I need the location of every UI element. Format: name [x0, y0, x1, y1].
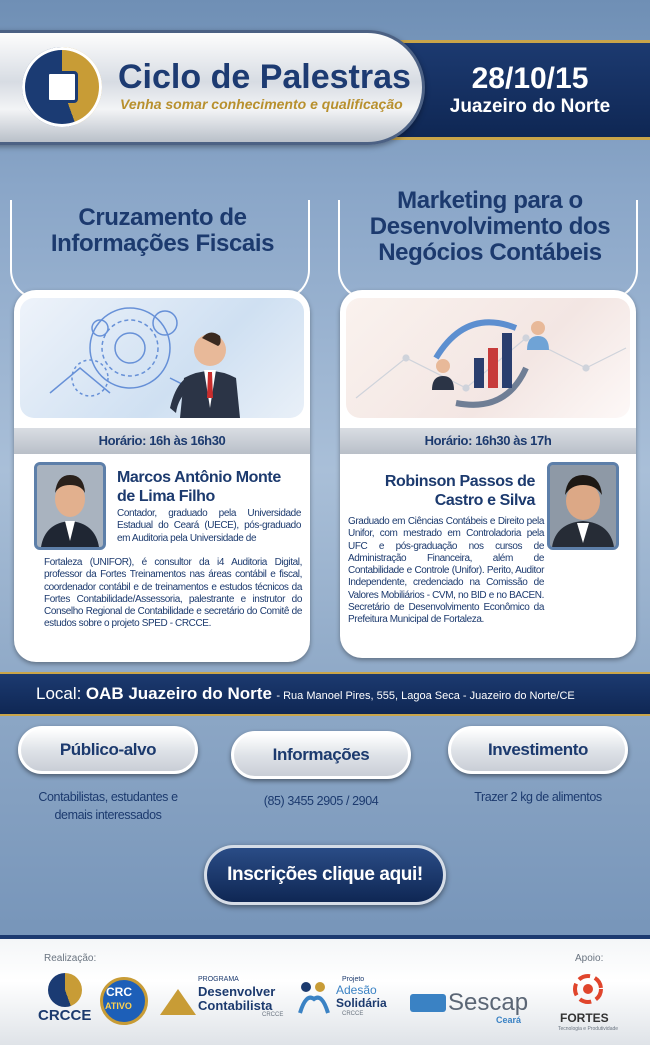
talk-1-time: Horário: 16h às 16h30: [14, 428, 310, 454]
location-name: OAB Juazeiro do Norte: [85, 684, 272, 703]
contact-pill: Informações: [231, 731, 411, 779]
location-bar: [0, 672, 650, 716]
talk-2-title-line: Desenvolvimento dos: [369, 213, 611, 240]
sescap-text: Sescap: [448, 989, 529, 1016]
sescap-logo-icon: [410, 994, 446, 1012]
crcce-logo-icon: [22, 47, 102, 127]
audience-text: Contabilistas, estudantes e demais interessados: [38, 790, 178, 822]
projeto-label: Projeto: [342, 976, 365, 983]
talk-2-title-line: Negócios Contábeis: [378, 239, 602, 266]
audience-pill: Público-alvo: [18, 726, 198, 774]
programa-crcce: CRCCE: [262, 1012, 284, 1018]
ceara-text: Ceará: [496, 1015, 522, 1025]
speaker-1-name-line: de Lima Filho: [117, 488, 215, 505]
speaker-2-name-line: Robinson Passos de: [384, 473, 535, 490]
speaker-1-photo: [34, 462, 106, 550]
adesao-logo-icon: [296, 979, 332, 1015]
speaker-1-bio-top: Contador, graduado pela Universidade Estadual do Ceará (UECE), pós-graduado em Auditoria pela Universidade de: [117, 508, 301, 544]
crcce-logo-icon: [48, 973, 82, 1007]
apoio-label: Apoio:: [575, 953, 604, 964]
investment-text: Trazer 2 kg de alimentos: [474, 790, 602, 804]
programa-label: PROGRAMA: [198, 976, 239, 983]
page-subtitle: Venha somar conhecimento e qualificação: [120, 96, 403, 112]
solidaria-text: Solidária: [336, 996, 387, 1010]
talk-2-title-line: Marketing para o: [397, 187, 583, 214]
talk-1-illustration: [20, 298, 304, 418]
speaker-1-name-line: Marcos Antônio Monte: [117, 469, 281, 486]
fortes-text: FORTES: [560, 1011, 609, 1025]
speaker-1-bio: Fortaleza (UNIFOR), é consultor da i4 Auditoria Digital, professor da Fortes Treinamentos nas áreas contábil e fiscal, coordenador contábil e de treinamentos e estudos técnicos da Fortes Contabilidade/Assessoria, palestrante e instrutor do Conselho Regional de Contabilidade e secretário do Comitê de estudos sobre o projeto SPED - CRCCE.: [44, 557, 302, 630]
talk-1-title-line: Cruzamento de: [78, 204, 247, 231]
fortes-tagline: Tecnologia e Produtividade: [558, 1026, 619, 1032]
talk-1-frame: [10, 200, 310, 300]
speaker-1-name: [117, 468, 302, 506]
projeto-crcce: CRCCE: [342, 1011, 364, 1017]
talk-2-frame: [338, 200, 638, 300]
desenvolver-logo-icon: [160, 989, 196, 1015]
crcce-logo-text: CRCCE: [38, 1007, 92, 1024]
event-date: 28/10/15: [471, 62, 589, 95]
location-address: - Rua Manoel Pires, 555, Lagoa Seca - Juazeiro do Norte/CE: [276, 690, 575, 702]
adesao-text: Adesão: [336, 983, 377, 997]
crc-ativo-text: CRC: [106, 985, 132, 999]
crc-ativo-sub: ATIVO: [105, 1001, 132, 1011]
page-title: Ciclo de Palestras: [118, 58, 411, 96]
fortes-logo-icon: [572, 973, 604, 1005]
speaker-2-name-line: Castro e Silva: [434, 492, 535, 509]
sponsors-footer: [0, 935, 650, 1045]
registration-button[interactable]: Inscrições clique aqui!: [204, 845, 446, 905]
desenvolver-text: Desenvolver: [198, 984, 276, 999]
investment-pill: Investimento: [448, 726, 628, 774]
talk-2-illustration: [346, 298, 630, 418]
location-label: Local:: [36, 684, 82, 703]
talk-1-card: [14, 290, 310, 662]
contabilista-text: Contabilista: [198, 998, 273, 1013]
talk-2-time: Horário: 16h30 às 17h: [340, 428, 636, 454]
talk-2-card: [340, 290, 636, 658]
realizacao-label: Realização:: [44, 953, 97, 964]
speaker-2-bio: Graduado em Ciências Contábeis e Direito pela Unifor, com mestrado em Controladoria pela UFC e pós-graduação nos cursos de Administração Financeira, além de Contabilidade e Controle (Unifor). Perito, Auditor Independente, credenciado na Comissão de Valores Mobiliários - CVM, no BID e no BACEN. Secretário de Desenvolvimento Econômico da Prefeitura Municipal de Fortaleza.: [348, 516, 544, 626]
event-city: Juazeiro do Norte: [449, 96, 611, 117]
speaker-2-name: [350, 472, 535, 510]
speaker-2-photo: [547, 462, 619, 550]
talk-1-title-line: Informações Fiscais: [50, 230, 275, 257]
contact-phone: (85) 3455 2905 / 2904: [263, 794, 379, 808]
